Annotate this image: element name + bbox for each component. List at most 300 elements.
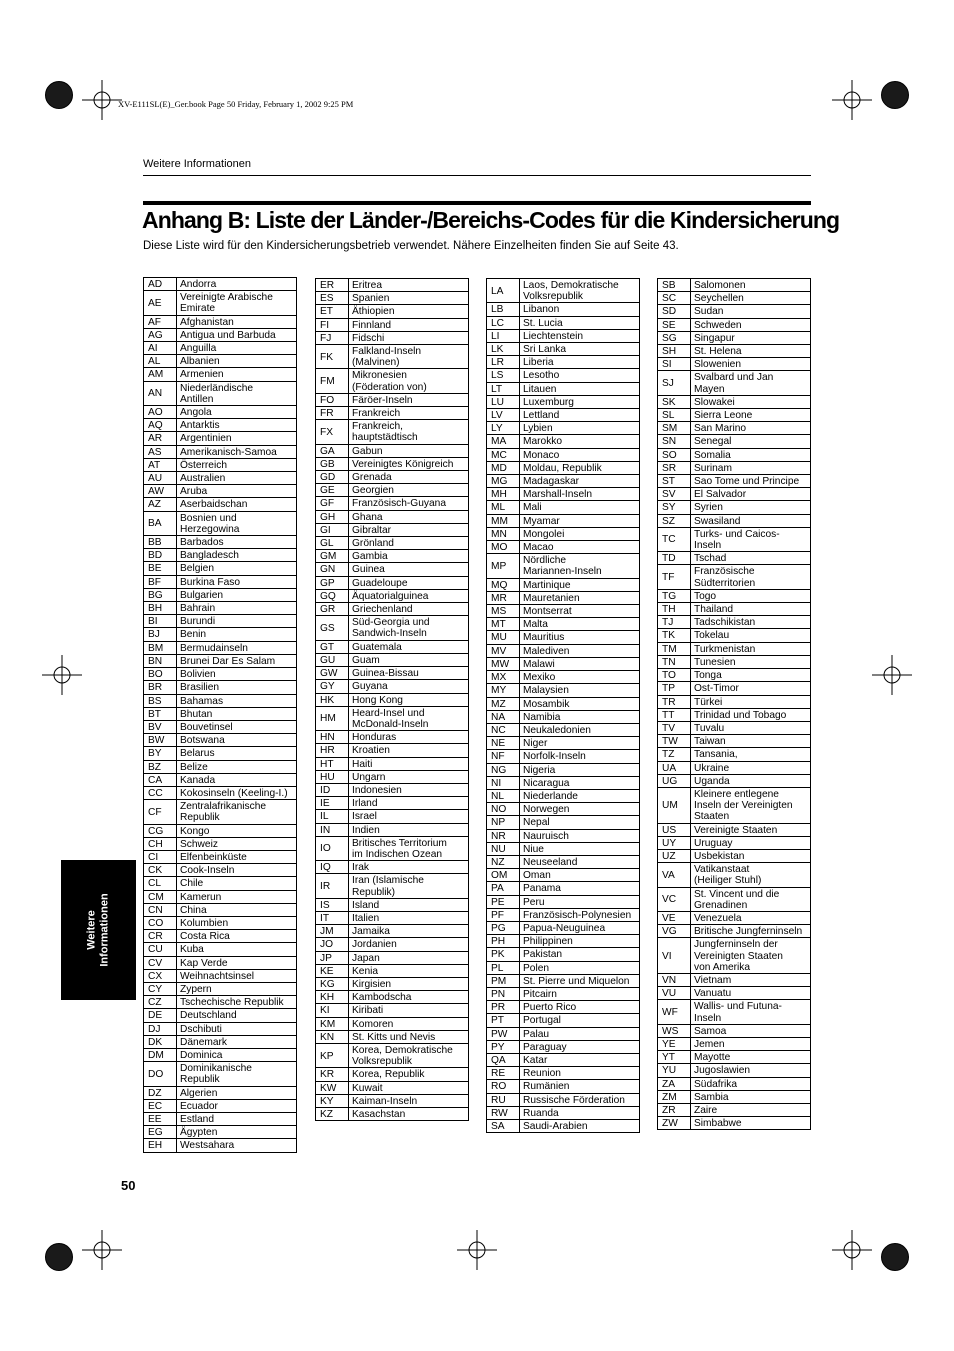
country-name: Guatemala <box>352 641 402 653</box>
country-code: SH <box>658 345 691 357</box>
country-code: JP <box>316 952 349 964</box>
country-code: TH <box>658 603 691 615</box>
table-row <box>144 681 296 694</box>
country-name: Venezuela <box>694 912 742 924</box>
table-row <box>658 669 810 682</box>
table-row <box>658 709 810 722</box>
country-code: LB <box>487 303 520 315</box>
registration-circle-bottom-right <box>881 1243 909 1271</box>
country-code: GW <box>316 667 349 679</box>
table-row <box>487 896 639 909</box>
country-name: Bouvetinsel <box>180 721 233 733</box>
country-name: Gambia <box>352 551 388 563</box>
table-row <box>316 861 468 874</box>
country-code: PE <box>487 896 520 908</box>
country-code: NL <box>487 790 520 802</box>
country-name: Vereinigtes Königreich <box>352 458 454 470</box>
country-name: Nördliche Mariannen-Inseln <box>523 555 602 578</box>
country-code: ID <box>316 784 349 796</box>
country-name: Kiribati <box>352 1005 384 1017</box>
country-name: Turks- und Caicos- Inseln <box>694 528 780 552</box>
country-code: FX <box>316 420 349 443</box>
intro-text: Diese Liste wird für den Kindersicherungsbetrieb verwendet. Nähere Einzelheiten finden Sie auf Seite 43. <box>143 240 679 252</box>
country-code: SE <box>658 319 691 331</box>
country-code: TR <box>658 696 691 708</box>
country-code: CA <box>144 774 177 786</box>
table-row <box>487 488 639 501</box>
country-name: Vereinigte Arabische Emirate <box>180 292 273 315</box>
country-code: AW <box>144 485 177 497</box>
table-row <box>144 996 296 1009</box>
table-row <box>658 590 810 603</box>
table-row <box>658 292 810 305</box>
table-row <box>487 462 639 475</box>
country-name: Kleinere entlegene Inseln der Vereinigten Staaten <box>694 788 793 823</box>
country-code: TG <box>658 590 691 602</box>
country-name: Kap Verde <box>180 957 228 969</box>
country-code: PT <box>487 1014 520 1026</box>
table-row <box>316 1068 468 1081</box>
country-code: CG <box>144 825 177 837</box>
country-code: IS <box>316 899 349 911</box>
country-code: DO <box>144 1062 177 1085</box>
printer-slug: XV-E111SL(E)_Ger.book Page 50 Friday, February 1, 2002 9:25 PM <box>118 99 354 109</box>
country-name: Bosnien und Herzegowina <box>180 512 240 535</box>
country-code: NA <box>487 711 520 723</box>
table-row <box>316 420 468 444</box>
country-name: Tunesien <box>694 656 736 668</box>
country-name: Äquatorialguinea <box>352 590 429 602</box>
country-code: VG <box>658 925 691 937</box>
country-code: VC <box>658 888 691 911</box>
table-row <box>316 771 468 784</box>
country-name: Vereinigte Staaten <box>694 824 778 836</box>
country-code: SB <box>658 279 691 291</box>
country-code: BV <box>144 721 177 733</box>
country-name: San Marino <box>694 423 747 435</box>
country-code: KZ <box>316 1108 349 1120</box>
country-name: Niger <box>523 738 548 750</box>
country-code: SL <box>658 409 691 421</box>
table-row <box>316 694 468 707</box>
table-row <box>487 303 639 316</box>
table-row <box>316 874 468 898</box>
table-row <box>144 747 296 760</box>
country-code: MY <box>487 684 520 696</box>
country-code: BF <box>144 576 177 588</box>
table-row <box>316 731 468 744</box>
country-name: Macao <box>523 542 554 554</box>
country-name: Nigeria <box>523 764 556 776</box>
table-row <box>316 616 468 640</box>
table-row <box>144 864 296 877</box>
country-name: Pakistan <box>523 949 563 961</box>
table-row <box>144 761 296 774</box>
country-code: IN <box>316 824 349 836</box>
country-name: Mongolei <box>523 528 565 540</box>
country-name: Marokko <box>523 436 563 448</box>
table-row <box>316 707 468 731</box>
country-name: Honduras <box>352 732 397 744</box>
country-code: BW <box>144 734 177 746</box>
table-row <box>144 549 296 562</box>
country-code: UA <box>658 762 691 774</box>
country-name: Bulgarien <box>180 589 224 601</box>
country-name: Usbekistan <box>694 850 745 862</box>
table-row <box>316 641 468 654</box>
country-name: Laos, Demokratische Volksrepublik <box>523 280 619 303</box>
country-code: ER <box>316 279 349 291</box>
table-row <box>658 305 810 318</box>
country-name: Französisch-Guyana <box>352 498 446 510</box>
country-code: BR <box>144 681 177 693</box>
table-row <box>658 824 810 837</box>
country-name: Französische Südterritorien <box>694 566 756 589</box>
table-row <box>144 800 296 824</box>
crosshair-mark-bottom-right <box>832 1230 872 1270</box>
country-code: BI <box>144 615 177 627</box>
country-code: IL <box>316 810 349 822</box>
table-row <box>658 435 810 448</box>
country-code: PH <box>487 935 520 947</box>
country-name: Belgien <box>180 563 214 575</box>
country-code: TV <box>658 722 691 734</box>
country-code: KI <box>316 1004 349 1016</box>
country-code: NG <box>487 764 520 776</box>
country-code: BM <box>144 642 177 654</box>
country-code: KR <box>316 1068 349 1080</box>
country-name: St. Helena <box>694 346 742 358</box>
country-code: TZ <box>658 748 691 760</box>
country-code: SJ <box>658 371 691 394</box>
country-code: JM <box>316 925 349 937</box>
table-row <box>487 409 639 422</box>
country-code: TD <box>658 552 691 564</box>
country-code: NU <box>487 843 520 855</box>
country-name: Niederländische Antillen <box>180 382 254 405</box>
country-code: EG <box>144 1126 177 1138</box>
country-code: SM <box>658 422 691 434</box>
country-name: Vietnam <box>694 974 732 986</box>
country-name: Gabun <box>352 445 383 457</box>
table-row <box>144 278 296 291</box>
table-row <box>316 292 468 305</box>
table-row <box>658 682 810 695</box>
country-name: Paraguay <box>523 1041 567 1053</box>
country-name: Heard-Insel und McDonald-Inseln <box>352 707 429 730</box>
table-row <box>658 850 810 863</box>
country-name: Britisches Territorium im Indischen Ozean <box>352 837 447 860</box>
country-code: PY <box>487 1041 520 1053</box>
table-row <box>487 1107 639 1120</box>
table-row <box>658 629 810 642</box>
country-name: Montserrat <box>523 606 572 618</box>
table-row <box>316 537 468 550</box>
table-row <box>144 943 296 956</box>
country-name: El Salvador <box>694 489 747 501</box>
country-code: MN <box>487 528 520 540</box>
table-row <box>658 279 810 292</box>
table-row <box>144 891 296 904</box>
table-row <box>658 656 810 669</box>
country-code: GN <box>316 563 349 575</box>
country-code: LV <box>487 409 520 421</box>
country-code: PA <box>487 882 520 894</box>
country-code: GB <box>316 458 349 470</box>
table-row <box>316 899 468 912</box>
country-name: Angola <box>180 407 212 419</box>
country-name: Kirgisien <box>352 978 392 990</box>
table-row <box>658 501 810 514</box>
table-row <box>487 1094 639 1107</box>
country-code: VE <box>658 912 691 924</box>
country-code: BA <box>144 512 177 535</box>
country-name: Ungarn <box>352 771 386 783</box>
table-row <box>487 618 639 631</box>
country-code: GF <box>316 497 349 509</box>
country-name: Liechtenstein <box>523 330 584 342</box>
table-row <box>144 1023 296 1036</box>
country-name: Brasilien <box>180 682 220 694</box>
table-row <box>487 856 639 869</box>
country-name: Argentinien <box>180 433 232 445</box>
country-name: Sri Lanka <box>523 344 567 356</box>
country-name: Korea, Republik <box>352 1069 425 1081</box>
table-row <box>487 435 639 448</box>
country-code: BT <box>144 708 177 720</box>
country-name: Malediven <box>523 645 570 657</box>
table-row <box>658 358 810 371</box>
table-row <box>658 515 810 528</box>
table-row <box>144 668 296 681</box>
table-row <box>658 462 810 475</box>
country-name: Jugoslawien <box>694 1065 751 1077</box>
country-name: Kokosinseln (Keeling-I.) <box>180 787 288 799</box>
country-code: HU <box>316 771 349 783</box>
table-row <box>316 1004 468 1017</box>
table-row <box>658 1078 810 1091</box>
country-name: Schweiz <box>180 838 218 850</box>
country-code: ZA <box>658 1078 691 1090</box>
table-row <box>658 735 810 748</box>
country-code: TF <box>658 565 691 588</box>
country-code: CU <box>144 943 177 955</box>
country-code: BD <box>144 549 177 561</box>
country-name: Ruanda <box>523 1107 559 1119</box>
table-row <box>316 952 468 965</box>
country-code: CX <box>144 970 177 982</box>
country-code: HN <box>316 731 349 743</box>
country-code: AI <box>144 342 177 354</box>
table-row <box>316 1044 468 1068</box>
country-code: MM <box>487 515 520 527</box>
table-row <box>316 511 468 524</box>
country-name: Bangladesch <box>180 550 239 562</box>
table-row <box>144 721 296 734</box>
country-name: Ägypten <box>180 1127 218 1139</box>
country-code: IO <box>316 837 349 860</box>
country-name: Slowenien <box>694 359 742 371</box>
country-name: Japan <box>352 952 380 964</box>
country-code: VI <box>658 938 691 973</box>
country-name: Haiti <box>352 758 373 770</box>
country-code: CH <box>144 838 177 850</box>
country-code: AG <box>144 329 177 341</box>
country-code: MT <box>487 618 520 630</box>
country-code: IR <box>316 874 349 897</box>
country-name: Martinique <box>523 579 571 591</box>
country-code: VU <box>658 987 691 999</box>
country-code: AS <box>144 446 177 458</box>
country-name: Malawi <box>523 658 555 670</box>
country-name: Tokelau <box>694 630 730 642</box>
country-code: FI <box>316 319 349 331</box>
country-code: LT <box>487 383 520 395</box>
table-row <box>658 475 810 488</box>
country-name: Ecuador <box>180 1100 218 1112</box>
table-row <box>487 541 639 554</box>
table-row <box>658 1025 810 1038</box>
country-code: GA <box>316 445 349 457</box>
table-row <box>316 758 468 771</box>
table-row <box>316 563 468 576</box>
country-code: MO <box>487 541 520 553</box>
country-code: AZ <box>144 498 177 510</box>
country-code: CN <box>144 904 177 916</box>
country-code: WF <box>658 1000 691 1023</box>
table-row <box>487 1080 639 1093</box>
country-code: RE <box>487 1067 520 1079</box>
country-name: Fidschi <box>352 332 385 344</box>
country-code: MA <box>487 435 520 447</box>
table-row <box>487 671 639 684</box>
country-code: LS <box>487 369 520 381</box>
country-name: Swasiland <box>694 515 741 527</box>
country-name: Türkei <box>694 696 723 708</box>
country-code: NE <box>487 737 520 749</box>
country-name: Amerikanisch-Samoa <box>180 446 277 458</box>
country-name: Dschibuti <box>180 1023 222 1035</box>
country-code: ET <box>316 305 349 317</box>
table-row <box>144 419 296 432</box>
table-row <box>487 449 639 462</box>
country-code: MR <box>487 592 520 604</box>
table-row <box>316 810 468 823</box>
country-code: DM <box>144 1049 177 1061</box>
table-row <box>144 642 296 655</box>
country-name: Aruba <box>180 486 208 498</box>
country-code: CR <box>144 930 177 942</box>
country-name: Frankreich, hauptstädtisch <box>352 421 418 444</box>
table-row <box>316 1018 468 1031</box>
country-code: FO <box>316 394 349 406</box>
country-name: Guinea <box>352 564 385 576</box>
country-name: St. Kitts und Nevis <box>352 1031 436 1043</box>
country-name: Dominikanische Republik <box>180 1063 252 1086</box>
country-name: Indonesien <box>352 784 402 796</box>
country-code: GE <box>316 484 349 496</box>
country-name: Malaysien <box>523 685 569 697</box>
table-row <box>487 356 639 369</box>
country-code: EH <box>144 1139 177 1151</box>
country-name: China <box>180 904 207 916</box>
country-name: Kamerun <box>180 891 222 903</box>
table-row <box>144 602 296 615</box>
table-row <box>658 748 810 761</box>
country-name: Tansania, <box>694 749 738 761</box>
country-name: Dänemark <box>180 1036 227 1048</box>
country-name: Mexiko <box>523 672 556 684</box>
table-row <box>658 888 810 912</box>
country-code: CI <box>144 851 177 863</box>
table-row <box>487 343 639 356</box>
country-name: Luxemburg <box>523 396 574 408</box>
table-row <box>487 882 639 895</box>
country-code: AF <box>144 316 177 328</box>
country-code: CV <box>144 957 177 969</box>
country-name: Kongo <box>180 825 210 837</box>
country-code: SK <box>658 396 691 408</box>
table-row <box>316 345 468 369</box>
country-code: BZ <box>144 761 177 773</box>
country-code: TW <box>658 735 691 747</box>
country-name: Griechenland <box>352 604 413 616</box>
country-name: Kanada <box>180 774 216 786</box>
country-name: Malta <box>523 619 548 631</box>
table-row <box>487 711 639 724</box>
table-row <box>144 957 296 970</box>
country-code: HR <box>316 744 349 756</box>
table-row <box>144 708 296 721</box>
table-row <box>144 655 296 668</box>
country-name: Zaire <box>694 1105 718 1116</box>
country-code: VA <box>658 863 691 886</box>
country-name: Madagaskar <box>523 476 580 488</box>
country-name: Costa Rica <box>180 931 230 943</box>
country-code: AR <box>144 432 177 444</box>
country-code: LA <box>487 279 520 302</box>
country-name: Belarus <box>180 748 215 760</box>
table-row <box>487 369 639 382</box>
country-code: PN <box>487 988 520 1000</box>
table-row <box>487 383 639 396</box>
country-name: Elfenbeinküste <box>180 851 247 863</box>
country-code: ES <box>316 292 349 304</box>
country-code: SO <box>658 449 691 461</box>
country-code: GL <box>316 537 349 549</box>
crosshair-mark-mid-right <box>872 655 912 695</box>
country-name: Israel <box>352 811 377 823</box>
table-row <box>487 1028 639 1041</box>
table-row <box>658 332 810 345</box>
country-code: MW <box>487 658 520 670</box>
country-name: Jemen <box>694 1038 725 1050</box>
table-row <box>658 1091 810 1104</box>
table-row <box>487 698 639 711</box>
country-name: Liberia <box>523 357 554 369</box>
table-row <box>316 978 468 991</box>
chapter-side-tab <box>61 860 136 1000</box>
country-code: RW <box>487 1107 520 1119</box>
table-row <box>144 512 296 536</box>
table-row <box>316 991 468 1004</box>
country-name: Trinidad und Tobago <box>694 709 787 721</box>
country-code: ZR <box>658 1104 691 1116</box>
table-row <box>487 948 639 961</box>
table-row <box>487 279 639 303</box>
country-code: BS <box>144 695 177 707</box>
country-name: Vanuatu <box>694 988 732 1000</box>
